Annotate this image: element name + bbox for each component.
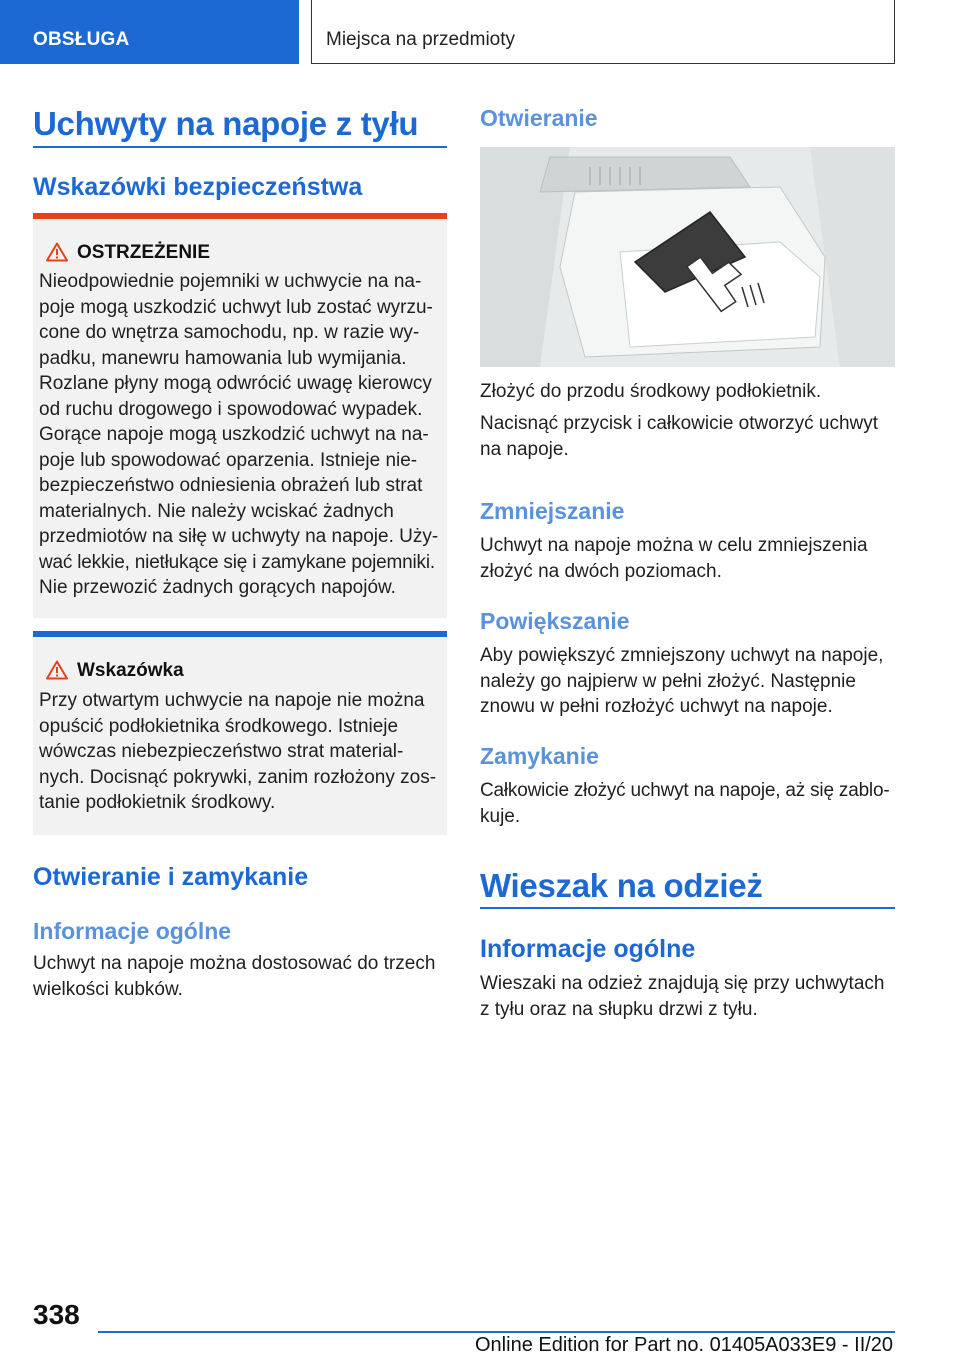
safety-heading: Wskazówki bezpieczeństwa [33, 173, 363, 201]
close-text: Całkowicie złożyć uchwyt na napoje, aż się zablo- kuje. [480, 780, 890, 827]
warning-triangle-icon [46, 242, 68, 262]
armrest-illustration [480, 147, 895, 367]
note-bar [33, 631, 447, 637]
hanger-general-heading: Informacje ogólne [480, 935, 696, 963]
caution-triangle-icon [46, 660, 68, 680]
general-info-text: Uchwyt na napoje można dostosować do trzech wielkości kubków. [33, 953, 436, 1000]
opening-step-1: Złożyć do przodu środkowy podłokietnik. [480, 381, 822, 402]
open-close-heading: Otwieranie i zamykanie [33, 863, 309, 891]
edition-note: Online Edition for Part no. 01405A033E9 - II/20 [475, 1334, 894, 1356]
hanger-title: Wieszak na odzież [480, 867, 763, 904]
armrest-drawing [480, 147, 895, 367]
enlarge-heading: Powiększanie [480, 608, 630, 634]
warning-text: Nieodpowiednie pojemniki w uchwycie na na- poje mogą uszkodzić uchwyt lub zostać wyrzu- cone do wnętrza samochodu, np. w razie wy- padku, manewru hamowania lub wymijania. Rozlane płyny mogą odwrócić uwagę kierowcy od ruchu drogowego i spowodować wypadek. Gorące napoje mogą uszkodzić uchwyt na na- poje lub spowodować oparzenia. Istnieje nie- bezpieczeństwo odniesienia obrażeń lub strat materialnych. Nie należy wciskać żadnych przedmiotów na siłę w uchwyty na napoje. Uży- wać lekkie, nietłukące się i zamykane pojemniki. Nie przewozić żadnych gorących napojów. [39, 271, 439, 598]
warning-box [33, 213, 447, 618]
warning-bar [33, 213, 447, 219]
reduce-heading: Zmniejszanie [480, 498, 625, 524]
general-info-heading: Informacje ogólne [33, 918, 232, 944]
section-tab: OBSŁUGA [0, 0, 299, 64]
note-text: Przy otwartym uchwycie na napoje nie można opuścić podłokietnika środkowego. Istnieje wówczas niebezpieczeństwo strat material- nych. Docisnąć pokrywki, zanim rozłożony zos- tanie podłokietnik środkowy. [39, 690, 437, 813]
warning-title: OSTRZEŻENIE [77, 242, 211, 263]
hanger-text: Wieszaki na odzież znajdują się przy uchwytach z tyłu oraz na słupku drzwi z tyłu. [480, 973, 885, 1020]
note-box [33, 631, 447, 835]
close-heading: Zamykanie [480, 743, 599, 769]
footer-divider [98, 1331, 895, 1333]
page-number: 338 [33, 1299, 80, 1330]
hanger-divider [480, 907, 895, 909]
opening-heading: Otwieranie [480, 105, 598, 131]
reduce-text: Uchwyt na napoje można w celu zmniejszenia złożyć na dwóch poziomach. [480, 535, 868, 582]
title-divider [33, 146, 447, 148]
enlarge-text: Aby powiększyć zmniejszony uchwyt na napoje, należy go najpierw w pełni złożyć. Następnie znowu w pełni rozłożyć uchwyt na napoje. [480, 645, 884, 717]
chapter-title: Miejsca na przedmioty [311, 0, 895, 64]
note-title: Wskazówka [77, 660, 184, 681]
opening-step-2: Nacisnąć przycisk i całkowicie otworzyć uchwyt na napoje. [480, 413, 879, 460]
section-title: Uchwyty na napoje z tyłu [33, 105, 419, 142]
